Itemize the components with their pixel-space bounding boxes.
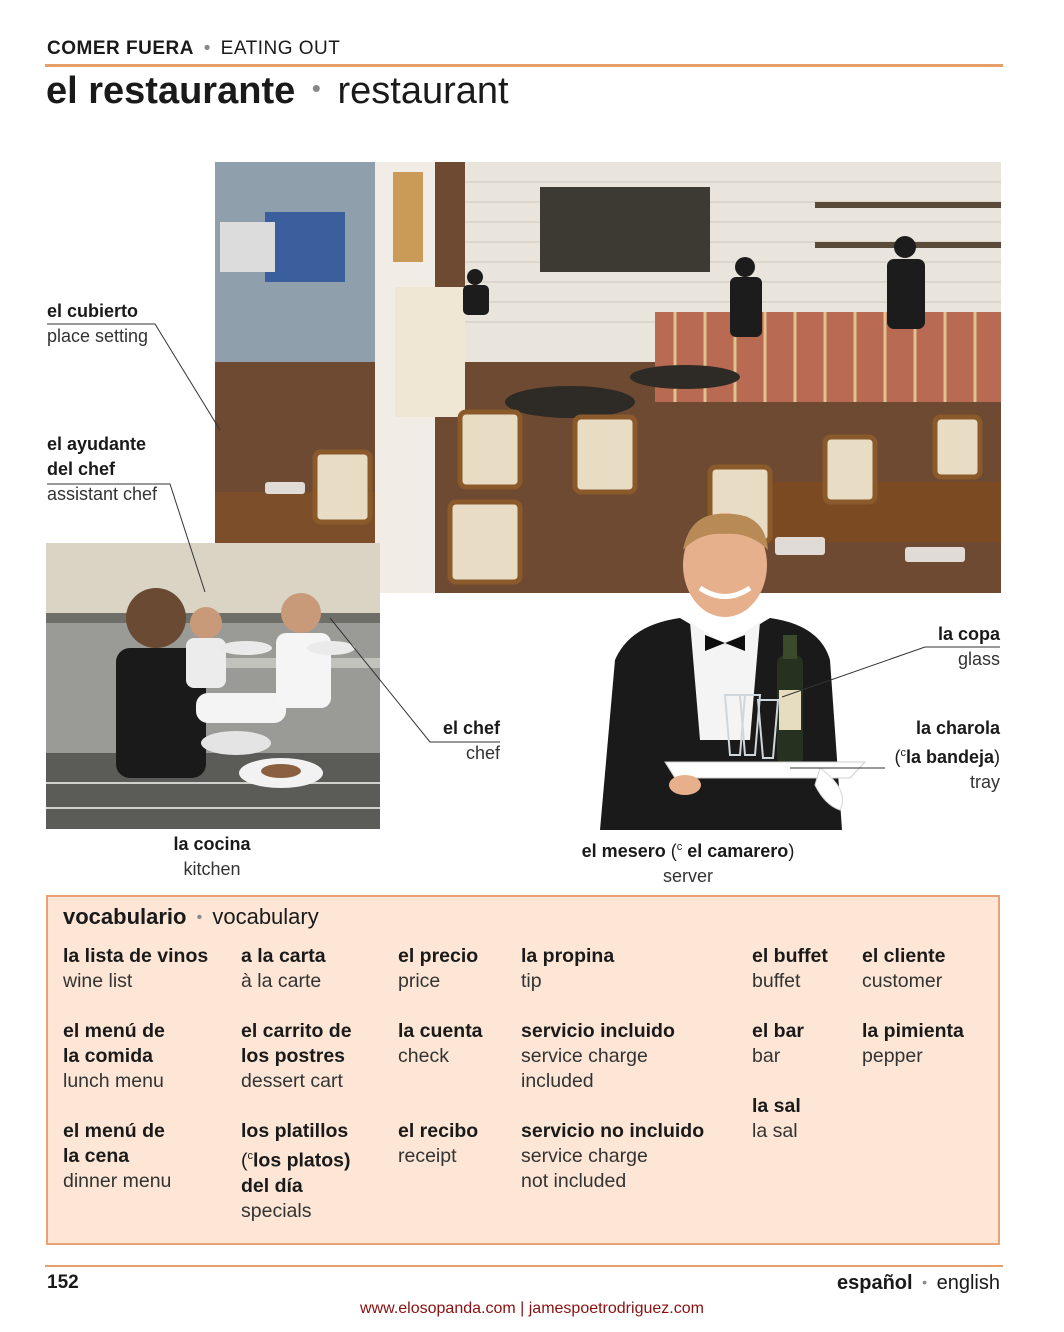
label-server-en: server xyxy=(662,866,713,886)
vocab-bar-en: bar xyxy=(752,1045,781,1067)
vocab-service-included-es: servicio incluido xyxy=(521,1020,675,1042)
label-glass-es: la copa xyxy=(937,624,1000,644)
label-tray-alt-sup: c xyxy=(900,747,906,759)
page-title-es: el restaurante xyxy=(46,70,296,112)
vocabulary-heading-separator: • xyxy=(196,909,203,926)
vocab-specials xyxy=(241,1119,351,1224)
vocabulary-heading-es: vocabulario xyxy=(63,904,187,929)
vocab-a-la-carte-en: à la carte xyxy=(241,970,322,992)
vocab-dessert-cart xyxy=(241,1019,352,1094)
label-place-setting-en: place setting xyxy=(47,326,149,346)
label-server-es: el mesero xyxy=(581,841,666,861)
label-tray-en: tray xyxy=(969,772,1000,792)
vocab-a-la-carte-es: a la carta xyxy=(241,945,326,967)
vocab-receipt-en: receipt xyxy=(398,1145,457,1167)
label-tray-alt-word: la bandeja xyxy=(905,747,994,767)
vocab-a-la-carte xyxy=(241,944,326,994)
label-server-alt-open: ( xyxy=(665,841,677,861)
section-heading-separator: • xyxy=(203,38,211,59)
vocab-salt xyxy=(752,1094,801,1144)
vocab-dessert-cart-en: dessert cart xyxy=(241,1070,343,1092)
page-title-en: restaurant xyxy=(337,70,509,112)
label-chef xyxy=(420,716,500,766)
vocab-service-not-included-en-1: service charge xyxy=(521,1145,648,1167)
section-heading-en: EATING OUT xyxy=(220,38,341,59)
label-tray-alt-close: ) xyxy=(994,747,1000,767)
vocab-dinner-menu-es-2: la cena xyxy=(63,1145,130,1167)
vocab-check xyxy=(398,1019,483,1069)
vocab-salt-en: la sal xyxy=(752,1120,798,1142)
vocab-salt-es: la sal xyxy=(752,1095,801,1117)
vocab-receipt-es: el recibo xyxy=(398,1120,479,1142)
page-number: 152 xyxy=(47,1272,79,1293)
vocab-lunch-menu-es-2: la comida xyxy=(63,1045,153,1067)
label-server-es-line xyxy=(540,835,836,864)
vocab-buffet xyxy=(752,944,828,994)
vocab-wine-list-es: la lista de vinos xyxy=(63,945,209,967)
vocab-pepper-en: pepper xyxy=(862,1045,923,1067)
label-tray xyxy=(840,716,1000,795)
vocab-dessert-cart-es-2: los postres xyxy=(241,1045,346,1067)
footer-rule xyxy=(45,1265,1003,1267)
footer-url: www.elosopanda.com | jamespoetrodriguez.com xyxy=(360,1300,704,1317)
vocab-customer xyxy=(862,944,945,994)
vocab-service-included-en-1: service charge xyxy=(521,1045,648,1067)
vocab-dessert-cart-es-1: el carrito de xyxy=(241,1020,352,1042)
footer-languages xyxy=(837,1272,1000,1295)
vocab-dinner-menu-en: dinner menu xyxy=(63,1170,172,1192)
section-heading-es: COMER FUERA xyxy=(47,38,194,59)
vocab-lunch-menu-en: lunch menu xyxy=(63,1070,164,1092)
vocabulary-heading xyxy=(63,904,319,930)
label-place-setting-es: el cubierto xyxy=(47,301,139,321)
vocab-service-not-included-en-2: not included xyxy=(521,1170,627,1192)
label-assistant-chef-es-2: del chef xyxy=(47,459,116,479)
vocabulary-heading-en: vocabulary xyxy=(212,904,319,929)
footer-language-separator: • xyxy=(922,1274,928,1290)
label-server xyxy=(540,835,836,889)
label-glass xyxy=(880,622,1000,672)
vocab-pepper-es: la pimienta xyxy=(862,1020,964,1042)
vocab-wine-list-en: wine list xyxy=(63,970,133,992)
vocab-dinner-menu xyxy=(63,1119,171,1194)
vocab-specials-alt-open: ( xyxy=(241,1149,248,1172)
vocab-service-not-included xyxy=(521,1119,704,1194)
vocab-lunch-menu-es-1: el menú de xyxy=(63,1020,165,1042)
footer-language-en: english xyxy=(936,1272,1000,1294)
label-server-alt-sup: c xyxy=(676,841,683,853)
vocab-wine-list xyxy=(63,944,208,994)
label-kitchen-en: kitchen xyxy=(183,859,241,879)
vocab-specials-alt-sup: c xyxy=(247,1150,253,1162)
vocab-bar xyxy=(752,1019,804,1069)
label-tray-es: la charola xyxy=(915,718,1000,738)
vocab-customer-en: customer xyxy=(862,970,943,992)
vocab-tip-es: la propina xyxy=(521,945,615,967)
label-tray-alt xyxy=(840,741,1000,770)
label-assistant-chef-es-1: el ayudante xyxy=(47,434,147,454)
footer-language-es: español xyxy=(837,1272,913,1294)
vocab-price-en: price xyxy=(398,970,441,992)
vocab-check-en: check xyxy=(398,1045,449,1067)
vocab-service-not-included-es: servicio no incluido xyxy=(521,1120,705,1142)
label-chef-es: el chef xyxy=(442,718,500,738)
label-assistant-chef-en: assistant chef xyxy=(47,484,158,504)
vocab-receipt xyxy=(398,1119,478,1169)
page-title-separator: • xyxy=(311,73,321,103)
vocab-lunch-menu xyxy=(63,1019,165,1094)
vocab-specials-alt xyxy=(241,1144,351,1174)
label-server-alt-close: ) xyxy=(788,841,795,861)
label-chef-en: chef xyxy=(465,743,500,763)
vocab-price-es: el precio xyxy=(398,945,479,967)
label-glass-en: glass xyxy=(957,649,1000,669)
vocab-check-es: la cuenta xyxy=(398,1020,483,1042)
label-tray-alt-open: ( xyxy=(894,747,901,767)
vocab-pepper xyxy=(862,1019,964,1069)
vocab-specials-es-3: del día xyxy=(241,1174,303,1197)
label-place-setting xyxy=(47,299,148,349)
vocab-customer-es: el cliente xyxy=(862,945,946,967)
vocab-specials-es-1: los platillos xyxy=(241,1120,349,1142)
vocab-tip-en: tip xyxy=(521,970,542,992)
vocab-buffet-es: el buffet xyxy=(752,945,828,967)
vocab-specials-alt-word: los platos) xyxy=(253,1149,351,1172)
vocab-tip xyxy=(521,944,614,994)
vocab-dinner-menu-es-1: el menú de xyxy=(63,1120,165,1142)
label-assistant-chef xyxy=(47,432,157,507)
vocab-price xyxy=(398,944,478,994)
label-server-alt-word: el camarero xyxy=(682,841,789,861)
vocab-buffet-en: buffet xyxy=(752,970,801,992)
vocab-bar-es: el bar xyxy=(752,1020,805,1042)
vocab-specials-en: specials xyxy=(241,1199,312,1222)
label-kitchen xyxy=(132,832,292,882)
vocab-service-included-en-2: included xyxy=(521,1070,594,1092)
vocab-service-included xyxy=(521,1019,675,1094)
label-kitchen-es: la cocina xyxy=(173,834,251,854)
